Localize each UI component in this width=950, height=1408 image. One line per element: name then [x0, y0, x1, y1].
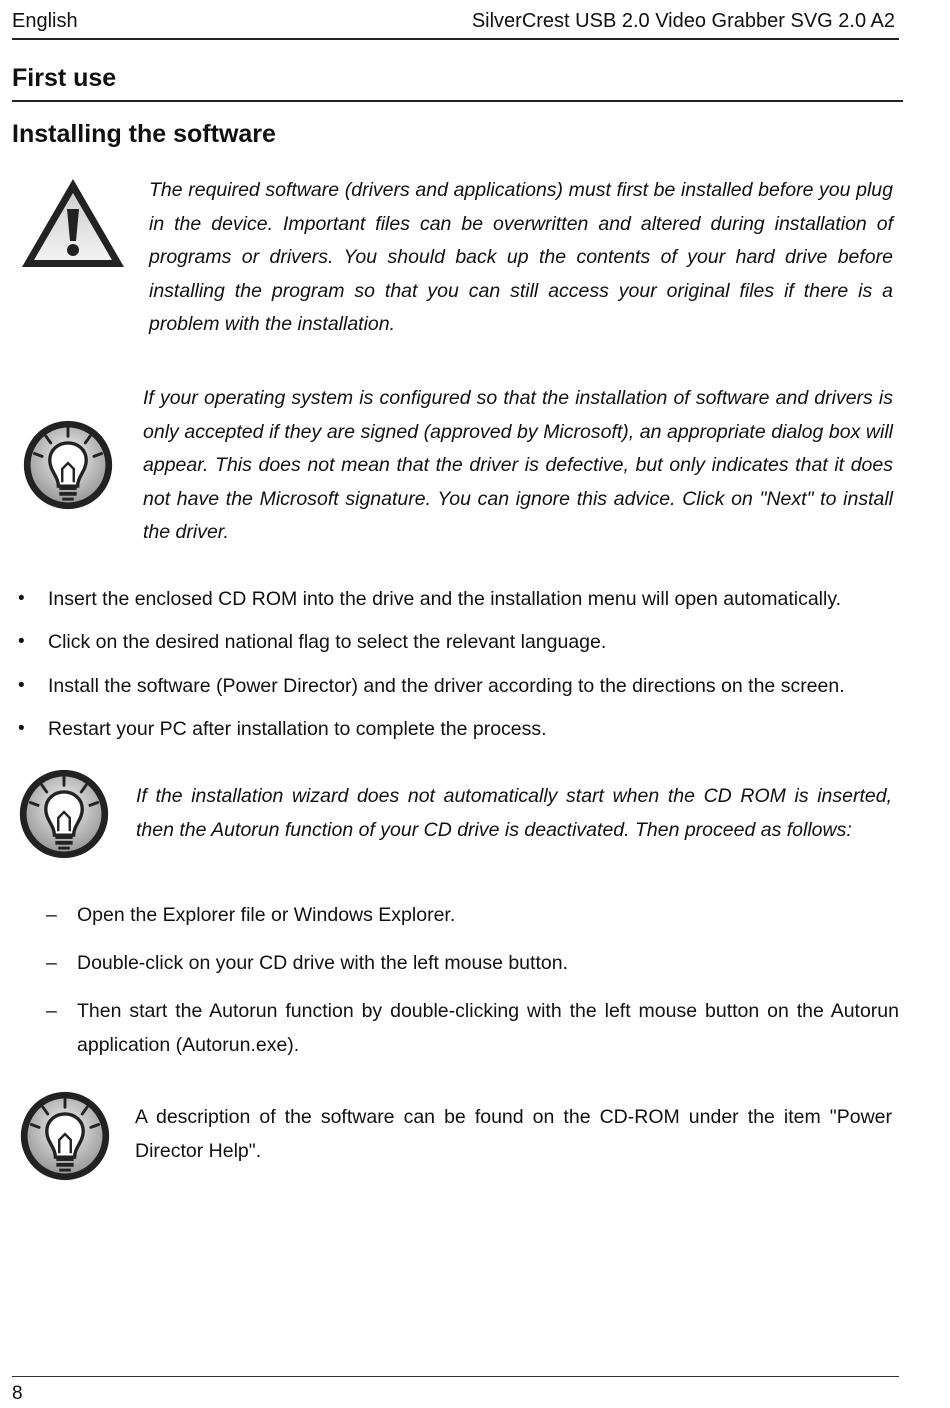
section-heading-installing-software: Installing the software: [12, 120, 276, 148]
list-item: • Click on the desired national flag to select the relevant language.: [18, 631, 607, 654]
autorun-steps-list: [46, 898, 899, 1076]
list-item: – Then start the Autorun function by double-clicking with the left mouse button on the Autorun application (Autorun.exe).: [46, 1000, 899, 1056]
header-product-title: SilverCrest USB 2.0 Video Grabber SVG 2.0 A2: [471, 10, 895, 32]
list-item: • Insert the enclosed CD ROM into the drive and the installation menu will open automatically.: [18, 588, 842, 610]
section-heading-first-use: First use: [12, 64, 903, 102]
tip-autorun-text: If the installation wizard does not automatically start when the CD ROM is inserted, then the Autorun function of your CD drive is deactivated. Then proceed as follows:: [136, 785, 892, 841]
list-item: • Restart your PC after installation to complete the process.: [18, 717, 547, 740]
tip-help-text: A description of the software can be found on the CD-ROM under the item "Power Director Help".: [135, 1106, 892, 1162]
page-footer: [12, 1376, 899, 1404]
page-number: 8: [12, 1383, 23, 1404]
list-item: – Double-click on your CD drive with the left mouse button.: [46, 952, 568, 974]
page-header: [12, 8, 899, 40]
tip-signed-drivers-text: If your operating system is configured so that the installation of software and drivers is only accepted if they are signed (approved by Microsoft), an appropriate dialog box will appear. This does not mean that the driver is defective, but only indicates that it does not have the Microsoft signature. You can ignore this advice. Click on "Next" to install the driver.: [143, 387, 893, 543]
lightbulb-icon: [16, 766, 112, 862]
lightbulb-icon: [17, 1088, 113, 1184]
installation-steps-list: [18, 584, 898, 757]
warning-note-text: The required software (drivers and applications) must first be installed before you plug in the device. Important files can be overwritten and altered during installation of programs or drivers. You should back up the contents of your hard drive before installing the program so that you can still access your original files if there is a problem with the installation.: [149, 179, 893, 335]
list-item: – Open the Explorer file or Windows Explorer.: [46, 904, 456, 926]
lightbulb-icon: [20, 417, 116, 513]
header-language: English: [12, 10, 78, 32]
list-item: • Install the software (Power Director) and the driver according to the directions on the screen.: [18, 674, 845, 697]
warning-triangle-icon: [18, 175, 128, 271]
